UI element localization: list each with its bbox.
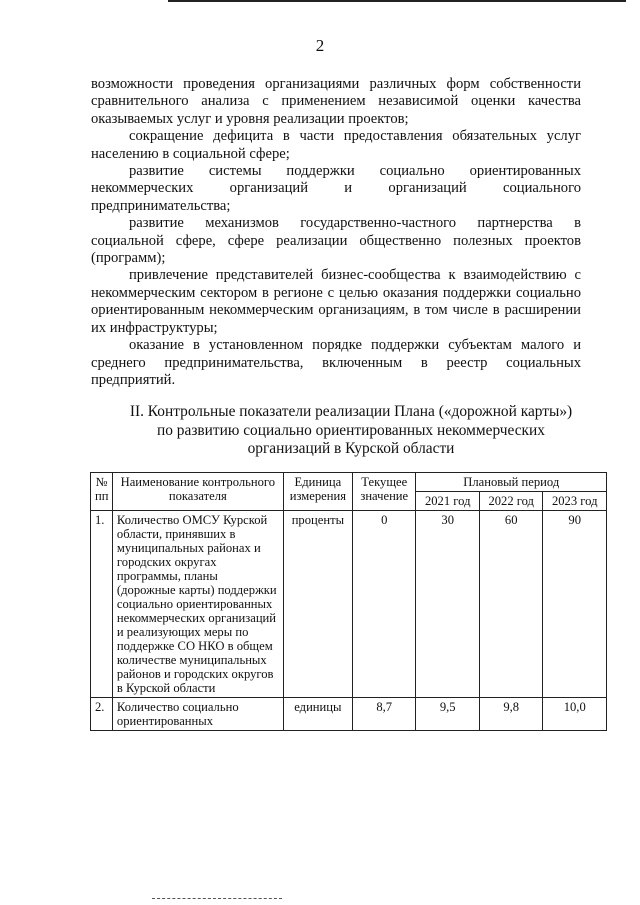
header-unit: Единица измерения xyxy=(283,473,352,511)
section-heading-line: II. Контрольные показатели реализации Плана («дорожной карты») xyxy=(129,403,573,420)
cell-current: 8,7 xyxy=(353,698,416,731)
header-num: № пп xyxy=(91,473,113,511)
body-text xyxy=(91,76,581,389)
cell-2022: 9,8 xyxy=(479,698,542,731)
cell-unit: единицы xyxy=(283,698,352,731)
paragraph: возможности проведения организациями различных форм собственности сравнительного анализа с применением независимой оценки качества оказываемых услуг и уровня реализации проектов; xyxy=(91,76,581,127)
cell-2021: 9,5 xyxy=(416,698,479,731)
page-number: 2 xyxy=(315,36,325,55)
header-planned-period: Плановый период xyxy=(416,473,607,492)
table-row xyxy=(91,511,607,698)
header-year-2021: 2021 год xyxy=(416,492,479,511)
paragraph: привлечение представителей бизнес-сообщества к взаимодействию с некоммерческим сектором в регионе с целью оказания поддержки социально ориентированным некоммерческим организациям, в том числе в расширении их инфраструктуры; xyxy=(91,267,581,336)
cell-name: Количество ОМСУ Курской области, принявших в муниципальных районах и городских округах программы, планы (дорожные карты) поддержки социально ориентированных некоммерческих организаций и реализующих меры по поддержке СО НКО в общем количестве муниципальных районов и городских округов в Курской области xyxy=(112,511,283,698)
section-heading-line: организаций в Курской области xyxy=(247,440,455,457)
cell-2021: 30 xyxy=(416,511,479,698)
paragraph: оказание в установленном порядке поддержки субъектам малого и среднего предпринимательства, включенным в реестр социальных предприятий. xyxy=(91,337,581,388)
top-rule xyxy=(168,0,626,2)
cell-current: 0 xyxy=(353,511,416,698)
section-heading xyxy=(91,403,611,459)
cell-2022: 60 xyxy=(479,511,542,698)
paragraph: развитие системы поддержки социально ориентированных некоммерческих организаций и организаций социального предпринимательства; xyxy=(91,163,581,214)
header-year-2023: 2023 год xyxy=(543,492,607,511)
cell-num: 1. xyxy=(91,511,113,698)
section-heading-line: по развитию социально ориентированных некоммерческих xyxy=(157,421,545,439)
header-name: Наименование контрольного показателя xyxy=(112,473,283,511)
cell-unit: проценты xyxy=(283,511,352,698)
cell-num: 2. xyxy=(91,698,113,731)
indicators-table xyxy=(90,472,607,731)
cell-2023: 10,0 xyxy=(543,698,607,731)
paragraph: развитие механизмов государственно-частного партнерства в социальной сфере, сфере реализации общественно полезных проектов (программ); xyxy=(91,215,581,267)
table-row xyxy=(91,698,607,731)
cell-name: Количество социально ориентированных xyxy=(112,698,283,731)
header-current: Текущее значение xyxy=(353,473,416,511)
header-year-2022: 2022 год xyxy=(479,492,542,511)
paragraph: сокращение дефицита в части предоставления обязательных услуг населению в социальной сфере; xyxy=(91,128,581,162)
table-header-row xyxy=(91,473,607,492)
footer-mark xyxy=(152,898,282,900)
cell-2023: 90 xyxy=(543,511,607,698)
